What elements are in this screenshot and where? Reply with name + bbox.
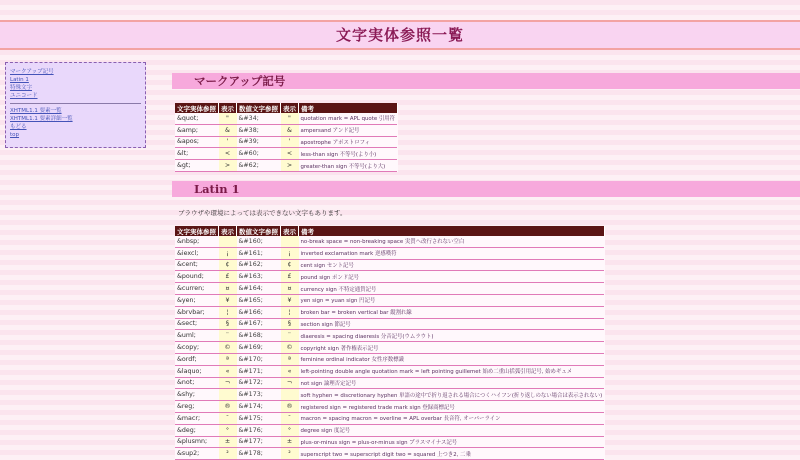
numeric-display-cell: > [281, 160, 299, 172]
entity-ref-cell: &pound; [175, 271, 219, 283]
notes-cell: superscript two = superscript digit two = squared 上つき2, 二乗 [299, 448, 605, 460]
numeric-ref-cell: &#172; [237, 377, 281, 389]
sidebar-nav [5, 62, 146, 148]
header-display-numeric: 表示 [281, 103, 299, 113]
table-row [175, 401, 604, 413]
numeric-display-cell: ¢ [281, 259, 299, 271]
notes-cell: copyright sign 著作権表示記号 [299, 342, 605, 354]
display-cell: " [219, 113, 237, 124]
entity-ref-cell: &copy; [175, 342, 219, 354]
numeric-display-cell: « [281, 365, 299, 377]
numeric-display-cell: & [281, 124, 299, 136]
display-cell: ¨ [219, 330, 237, 342]
numeric-display-cell: " [281, 113, 299, 124]
notes-cell: soft hyphen = discretionary hyphen 単語の途中で折り返される場合につくハイフン(折り返しのない場合は表示されない) [299, 389, 605, 401]
numeric-display-cell: ' [281, 136, 299, 148]
notes-cell: macron = spacing macron = overline = APL overbar 長音符, オーバーライン [299, 412, 605, 424]
header-numeric-ref: 数値文字参照 [237, 103, 281, 113]
notes-cell: less-than sign 不等号(より小) [299, 148, 398, 160]
entity-ref-cell: &nbsp; [175, 236, 219, 247]
display-cell [219, 389, 237, 401]
entity-ref-cell: &apos; [175, 136, 219, 148]
numeric-display-cell: ¤ [281, 283, 299, 295]
page-title: 文字実体参照一覧 [335, 26, 464, 44]
notes-cell: registered sign = registered trade mark sign 登録商標記号 [299, 401, 605, 413]
display-cell: ¢ [219, 259, 237, 271]
notes-cell: no-break space = non-breaking space 実質へ改行されない空白 [299, 236, 605, 247]
display-cell: ¤ [219, 283, 237, 295]
latin1-entity-table [175, 226, 605, 460]
notes-cell: broken bar = broken vertical bar 縦割れ線 [299, 306, 605, 318]
table-row [175, 389, 604, 401]
entity-ref-cell: &deg; [175, 424, 219, 436]
numeric-ref-cell: &#170; [237, 353, 281, 365]
numeric-ref-cell: &#177; [237, 436, 281, 448]
display-cell: < [219, 148, 237, 160]
numeric-display-cell: ª [281, 353, 299, 365]
numeric-display-cell [281, 236, 299, 247]
numeric-ref-cell: &#167; [237, 318, 281, 330]
sidebar-group-sections [10, 68, 141, 100]
notes-cell: apostrophe アポストロフィ [299, 136, 398, 148]
numeric-display-cell: © [281, 342, 299, 354]
entity-ref-cell: &plusmn; [175, 436, 219, 448]
header-display: 表示 [219, 226, 237, 236]
entity-ref-cell: &brvbar; [175, 306, 219, 318]
table-row [175, 236, 604, 247]
display-cell: © [219, 342, 237, 354]
entity-ref-cell: &uml; [175, 330, 219, 342]
numeric-ref-cell: &#38; [237, 124, 281, 136]
numeric-ref-cell: &#178; [237, 448, 281, 460]
notes-cell: not sign 論理否定記号 [299, 377, 605, 389]
numeric-ref-cell: &#171; [237, 365, 281, 377]
sidebar-link-top[interactable]: top [10, 132, 20, 138]
numeric-ref-cell: &#175; [237, 412, 281, 424]
table-row [175, 318, 604, 330]
page-header [0, 20, 800, 50]
table-row [175, 294, 604, 306]
header-display-numeric: 表示 [281, 226, 299, 236]
table-row [175, 342, 604, 354]
numeric-display-cell: ¬ [281, 377, 299, 389]
section-heading-latin1 [172, 181, 800, 197]
entity-ref-cell: &curren; [175, 283, 219, 295]
numeric-ref-cell: &#34; [237, 113, 281, 124]
notes-cell: pound sign ポンド記号 [299, 271, 605, 283]
display-cell: ± [219, 436, 237, 448]
compatibility-note: ブラウザや環境によっては表示できない文字もあります。 [178, 209, 347, 217]
display-cell: ° [219, 424, 237, 436]
display-cell: ¥ [219, 294, 237, 306]
display-cell [219, 236, 237, 247]
numeric-ref-cell: &#160; [237, 236, 281, 247]
numeric-display-cell: ® [281, 401, 299, 413]
numeric-ref-cell: &#176; [237, 424, 281, 436]
table-row [175, 247, 604, 259]
numeric-ref-cell: &#165; [237, 294, 281, 306]
entity-ref-cell: &reg; [175, 401, 219, 413]
notes-cell: cent sign セント記号 [299, 259, 605, 271]
display-cell: ¯ [219, 412, 237, 424]
display-cell: « [219, 365, 237, 377]
numeric-ref-cell: &#39; [237, 136, 281, 148]
table-row [175, 412, 604, 424]
numeric-ref-cell: &#169; [237, 342, 281, 354]
table-row [175, 377, 604, 389]
notes-cell: ampersand アンド記号 [299, 124, 398, 136]
entity-ref-cell: &not; [175, 377, 219, 389]
table-row [175, 136, 397, 148]
numeric-display-cell: £ [281, 271, 299, 283]
numeric-display-cell: ¯ [281, 412, 299, 424]
table-row [175, 160, 397, 172]
header-entity-ref: 文字実体参照 [175, 103, 219, 113]
numeric-ref-cell: &#162; [237, 259, 281, 271]
sidebar-link-markup[interactable]: マークアップ記号 [10, 69, 54, 75]
notes-cell: degree sign 度記号 [299, 424, 605, 436]
entity-ref-cell: &sect; [175, 318, 219, 330]
table-row [175, 424, 604, 436]
table-row [175, 283, 604, 295]
display-cell: ¬ [219, 377, 237, 389]
numeric-display-cell: § [281, 318, 299, 330]
sidebar-link-unicode[interactable]: ユニコード [10, 93, 38, 99]
section-heading-markup [172, 73, 800, 89]
display-cell: £ [219, 271, 237, 283]
entity-ref-cell: &sup2; [175, 448, 219, 460]
table-row [175, 436, 604, 448]
notes-cell: quotation mark = APL quote 引用符 [299, 113, 398, 124]
notes-cell: feminine ordinal indicator 女性序数標識 [299, 353, 605, 365]
display-cell: > [219, 160, 237, 172]
table-header-row [175, 226, 604, 236]
sidebar-link-back[interactable]: もどる [10, 124, 27, 130]
entity-ref-cell: &quot; [175, 113, 219, 124]
notes-cell: greater-than sign 不等号(より大) [299, 160, 398, 172]
sidebar-group-links [10, 107, 141, 139]
entity-ref-cell: &cent; [175, 259, 219, 271]
sidebar-link-latin1[interactable]: Latin 1 [10, 77, 29, 83]
display-cell: ' [219, 136, 237, 148]
notes-cell: plus-or-minus sign = plus-or-minus sign プラスマイナス記号 [299, 436, 605, 448]
header-numeric-ref: 数値文字参照 [237, 226, 281, 236]
sidebar-link-xhtml-elements[interactable]: XHTML1.1 要素一覧 [10, 108, 62, 114]
numeric-ref-cell: &#173; [237, 389, 281, 401]
numeric-display-cell: ¨ [281, 330, 299, 342]
table-row [175, 148, 397, 160]
entity-ref-cell: &macr; [175, 412, 219, 424]
header-notes: 備考 [299, 226, 605, 236]
entity-ref-cell: &iexcl; [175, 247, 219, 259]
display-cell: § [219, 318, 237, 330]
numeric-display-cell: ¥ [281, 294, 299, 306]
header-notes: 備考 [299, 103, 398, 113]
entity-ref-cell: &laquo; [175, 365, 219, 377]
table-row [175, 271, 604, 283]
table-row [175, 365, 604, 377]
display-cell: ® [219, 401, 237, 413]
numeric-ref-cell: &#166; [237, 306, 281, 318]
entity-ref-cell: &gt; [175, 160, 219, 172]
table-row [175, 113, 397, 124]
sidebar-divider [10, 103, 141, 104]
section-title-markup: マークアップ記号 [194, 74, 286, 88]
table-row [175, 353, 604, 365]
entity-ref-cell: &lt; [175, 148, 219, 160]
numeric-ref-cell: &#164; [237, 283, 281, 295]
notes-cell: left-pointing double angle quotation mark = left pointing guillemet 始め二重山括弧引用記号, 始めギュメ [299, 365, 605, 377]
display-cell: ² [219, 448, 237, 460]
notes-cell: inverted exclamation mark 逆感嘆符 [299, 247, 605, 259]
entity-ref-cell: &ordf; [175, 353, 219, 365]
table-row [175, 259, 604, 271]
entity-ref-cell: &yen; [175, 294, 219, 306]
entity-ref-cell: &shy; [175, 389, 219, 401]
markup-entity-table [175, 103, 398, 172]
display-cell: & [219, 124, 237, 136]
table-row [175, 306, 604, 318]
table-header-row [175, 103, 397, 113]
notes-cell: diaeresis = spacing diaeresis 分音記号(ウムラウト) [299, 330, 605, 342]
entity-ref-cell: &amp; [175, 124, 219, 136]
table-row [175, 330, 604, 342]
numeric-display-cell: ² [281, 448, 299, 460]
display-cell: ª [219, 353, 237, 365]
numeric-ref-cell: &#161; [237, 247, 281, 259]
section-title-latin1: Latin 1 [194, 182, 240, 196]
display-cell: ¡ [219, 247, 237, 259]
numeric-display-cell: ¡ [281, 247, 299, 259]
numeric-ref-cell: &#168; [237, 330, 281, 342]
numeric-display-cell: ° [281, 424, 299, 436]
notes-cell: yen sign = yuan sign 円記号 [299, 294, 605, 306]
notes-cell: currency sign 不特定通貨記号 [299, 283, 605, 295]
header-entity-ref: 文字実体参照 [175, 226, 219, 236]
header-display: 表示 [219, 103, 237, 113]
numeric-ref-cell: &#62; [237, 160, 281, 172]
display-cell: ¦ [219, 306, 237, 318]
numeric-display-cell: ± [281, 436, 299, 448]
numeric-display-cell: < [281, 148, 299, 160]
numeric-ref-cell: &#163; [237, 271, 281, 283]
numeric-ref-cell: &#60; [237, 148, 281, 160]
numeric-ref-cell: &#174; [237, 401, 281, 413]
notes-cell: section sign 節記号 [299, 318, 605, 330]
sidebar-link-special[interactable]: 特殊文字 [10, 85, 33, 91]
sidebar-link-xhtml-detail[interactable]: XHTML1.1 要素詳細一覧 [10, 116, 73, 122]
table-row [175, 124, 397, 136]
numeric-display-cell: ¦ [281, 306, 299, 318]
numeric-display-cell [281, 389, 299, 401]
